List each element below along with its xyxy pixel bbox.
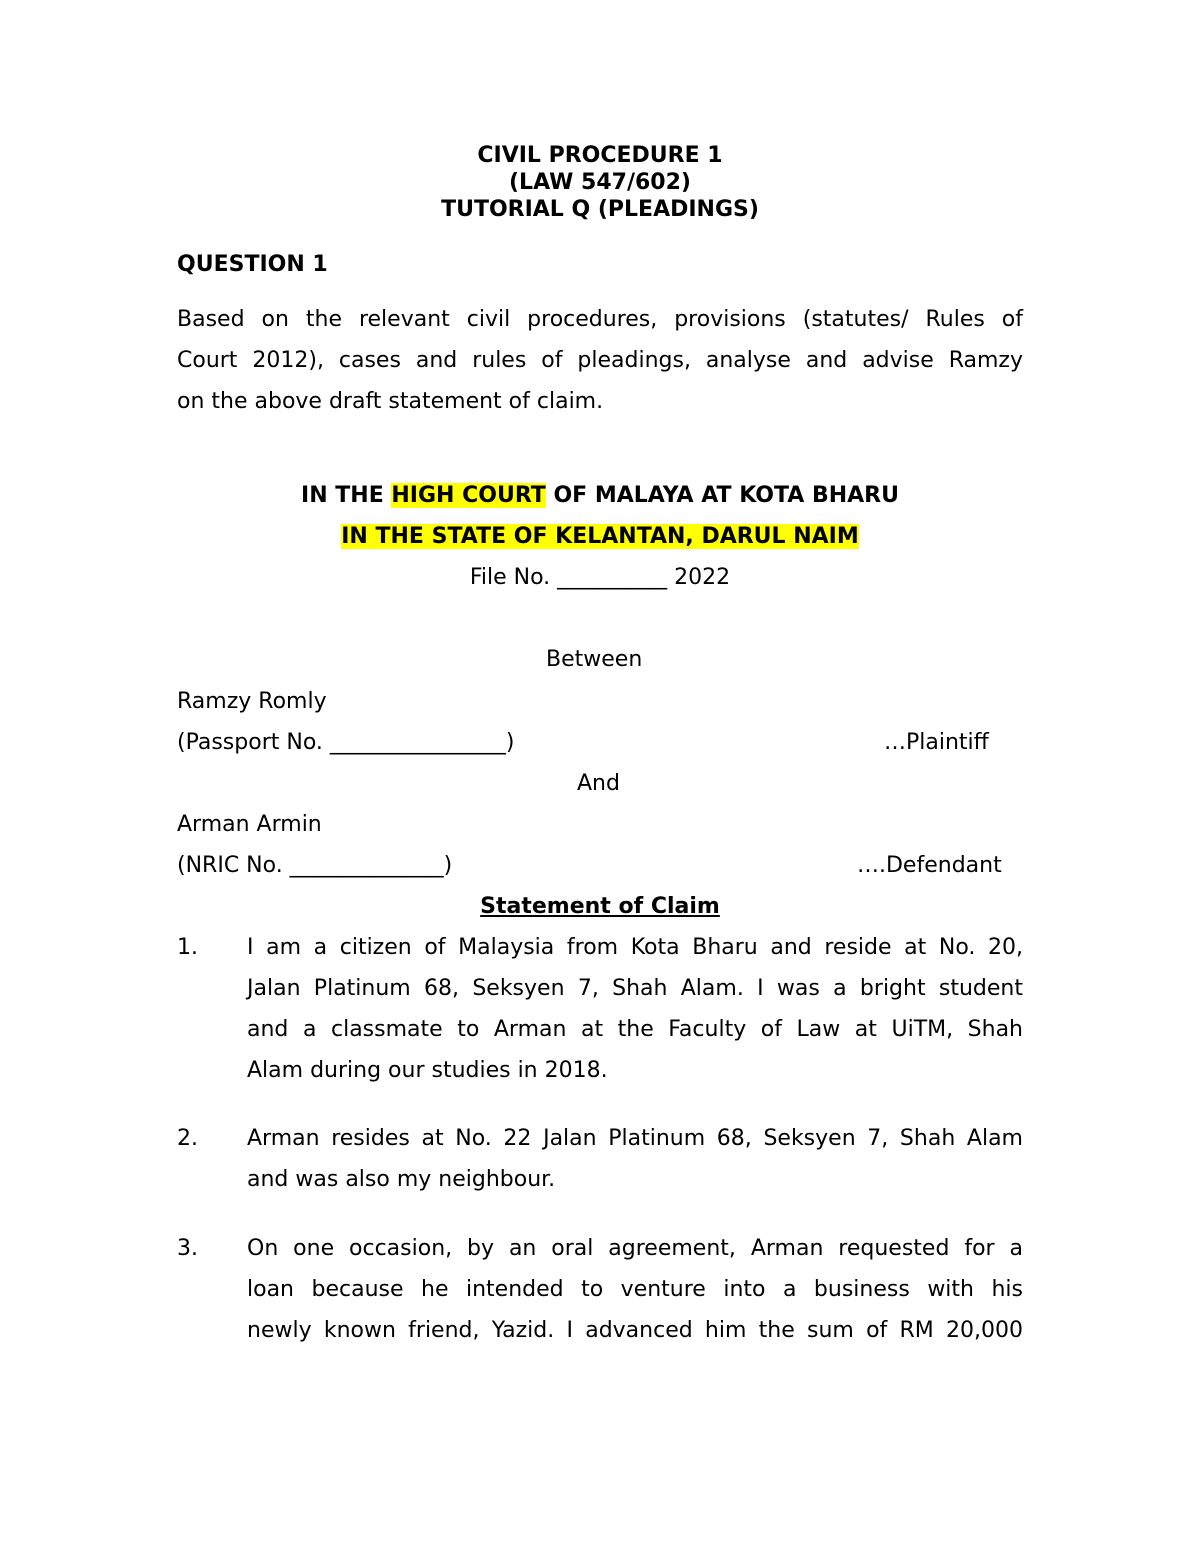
- course-code: (LAW 547/602): [509, 170, 691, 195]
- paragraph-2-number: 2.: [177, 1126, 198, 1151]
- court-line-1: [0, 483, 1200, 509]
- state-highlight: IN THE STATE OF KELANTAN, DARUL NAIM: [341, 524, 859, 549]
- defendant-name: Arman Armin: [177, 812, 322, 837]
- plaintiff-name: Ramzy Romly: [177, 689, 327, 714]
- paragraph-3-line-1: On one occasion, by an oral agreement, Arman requested for a: [247, 1236, 1023, 1261]
- paragraph-2-line-1: Arman resides at No. 22 Jalan Platinum 68, Seksyen 7, Shah Alam: [247, 1126, 1023, 1151]
- file-number: File No. __________ 2022: [469, 565, 731, 590]
- plaintiff-id: (Passport No. ________________): [177, 730, 515, 755]
- paragraph-3-line-3: newly known friend, Yazid. I advanced him the sum of RM 20,000: [247, 1318, 1023, 1343]
- question-line-2: Court 2012), cases and rules of pleadings, analyse and advise Ramzy: [177, 348, 1023, 373]
- paragraph-1-number: 1.: [177, 935, 198, 960]
- paragraph-1-line-2: Jalan Platinum 68, Seksyen 7, Shah Alam. I was a bright student: [247, 976, 1023, 1001]
- defendant-id: (NRIC No. ______________): [177, 853, 453, 878]
- paragraph-1-line-1: I am a citizen of Malaysia from Kota Bharu and reside at No. 20,: [247, 935, 1023, 960]
- defendant-role: ….Defendant: [857, 853, 1002, 878]
- and-label: And: [577, 771, 620, 796]
- plaintiff-role: …Plaintiff: [884, 730, 989, 755]
- paragraph-1-line-3: and a classmate to Arman at the Faculty of Law at UiTM, Shah: [247, 1017, 1023, 1042]
- between-label: Between: [546, 647, 643, 672]
- court-line-2: [0, 524, 1200, 550]
- course-title: CIVIL PROCEDURE 1: [477, 143, 723, 168]
- question-line-1: Based on the relevant civil procedures, provisions (statutes/ Rules of: [177, 307, 1023, 332]
- court-line-1-prefix: IN THE: [301, 483, 392, 508]
- claim-title: Statement of Claim: [480, 894, 720, 919]
- tutorial-title: TUTORIAL Q (PLEADINGS): [441, 197, 759, 222]
- paragraph-3-number: 3.: [177, 1236, 198, 1261]
- paragraph-2-line-2: and was also my neighbour.: [247, 1167, 556, 1192]
- court-name-highlight: HIGH COURT: [391, 483, 546, 508]
- court-line-1-suffix: OF MALAYA AT KOTA BHARU: [545, 483, 899, 508]
- question-heading: QUESTION 1: [177, 252, 328, 277]
- question-line-3: on the above draft statement of claim.: [177, 389, 604, 414]
- paragraph-3-line-2: loan because he intended to venture into a business with his: [247, 1277, 1023, 1302]
- paragraph-1-line-4: Alam during our studies in 2018.: [247, 1058, 608, 1083]
